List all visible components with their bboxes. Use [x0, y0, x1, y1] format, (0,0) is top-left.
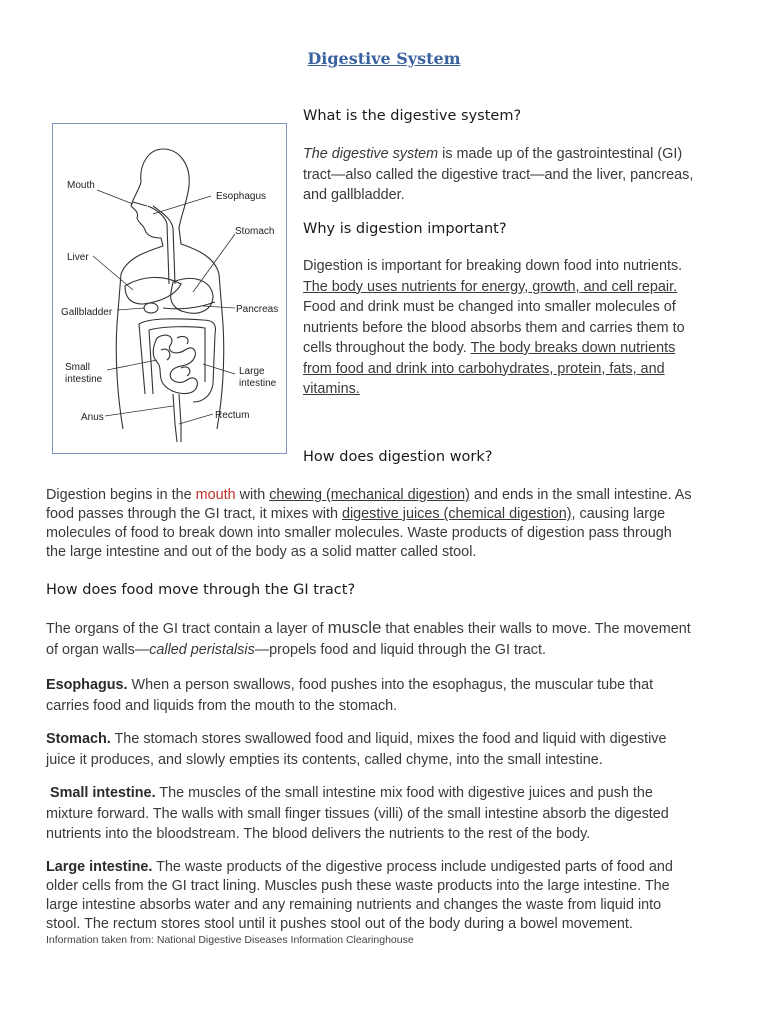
label-esophagus: Esophagus: [216, 191, 267, 202]
section3-body: Digestion begins in the mouth with chewing (mechanical digestion) and ends in the small intestine. As food passes through the GI tract, it mixes with digestive juices (chemical digestion), causing large molecules of food to break down into smaller molecules. Waste products of digestion pass through the large intestine and out of the body as a solid matter called stool.: [46, 487, 692, 560]
label-anus: Anus: [81, 412, 104, 423]
label-large-intestine-2: intestine: [239, 378, 277, 389]
label-stomach: Stomach: [235, 226, 275, 237]
label-rectum: Rectum: [215, 410, 250, 421]
label-liver: Liver: [67, 252, 89, 263]
para-esophagus: Esophagus. When a person swallows, food pushes into the esophagus, the muscular tube that carries food and liquids from the mouth to the stomach.: [46, 677, 654, 714]
label-mouth: Mouth: [67, 180, 95, 191]
digestive-system-diagram: [52, 123, 287, 454]
italic-term: The digestive system: [303, 146, 439, 162]
anatomy-illustration: [53, 124, 286, 452]
label-small-intestine-2: intestine: [65, 374, 103, 385]
section2-body: Digestion is important for breaking down food into nutrients. The body uses nutrients for energy, growth, and cell repair. Food and drink must be changed into smaller molecules of nutrients before the blood absorbs them and carries them to cells throughout the body. The body breaks down nutrients from food and drink into carbohydrates, protein, fats, and vitamins.: [303, 258, 685, 397]
para-stomach: Stomach. The stomach stores swallowed food and liquid, mixes the food and liquid with digestive juice it produces, and slowly empties its contents, called chyme, into the small intestine.: [46, 731, 667, 768]
para-small-intestine: Small intestine. The muscles of the small intestine mix food with digestive juices and push the mixture forward. The walls with small finger tissues (villi) of the small intestine absorb the digested nutrients into the bloodstream. The blood delivers the nutrients to the rest of the body.: [46, 785, 669, 842]
para-large-intestine: Large intestine. The waste products of the digestive process include undigested parts of food and older cells from the GI tract lining. Muscles push these waste products into the large intestine. The large intestine absorbs water and any remaining nutrients and changes the waste from liquid into stool. The rectum stores stool until it pushes stool out of the body during a bowel movement.: [46, 859, 673, 932]
term-mouth: mouth: [195, 487, 236, 503]
section4-intro: The organs of the GI tract contain a layer of muscle that enables their walls to move. The movement of organ walls—called peristalsis—propels food and liquid through the GI tract.: [46, 618, 691, 658]
section1-body: The digestive system is made up of the gastrointestinal (GI) tract—also called the digestive tract—and the liver, pancreas, and gallbladder.: [303, 146, 694, 203]
heading-how-moves: How does food move through the GI tract?: [46, 582, 356, 598]
heading-how-works: How does digestion work?: [303, 449, 493, 465]
label-gallbladder: Gallbladder: [61, 307, 113, 318]
label-large-intestine-1: Large: [239, 366, 265, 377]
source-footnote: Information taken from: National Digestive Diseases Information Clearinghouse: [46, 934, 414, 946]
heading-why-important: Why is digestion important?: [303, 221, 507, 237]
heading-what-is: What is the digestive system?: [303, 108, 522, 124]
page-title: Digestive System: [307, 49, 461, 68]
label-small-intestine-1: Small: [65, 362, 91, 373]
label-pancreas: Pancreas: [236, 304, 279, 315]
